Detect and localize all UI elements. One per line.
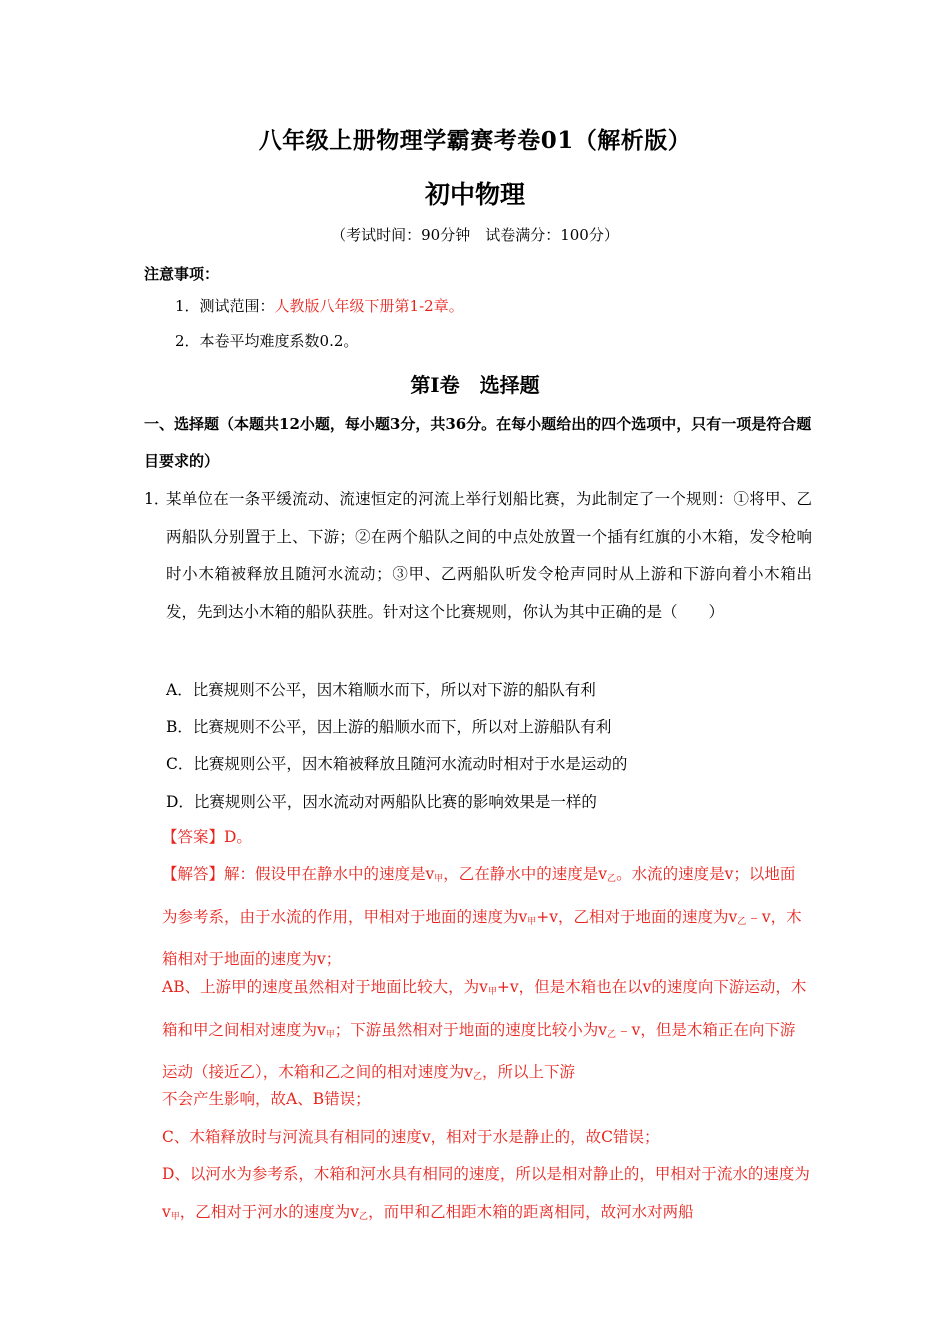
analysis-intro: 【解答】解：假设甲在静水中的速度是$v_甲$，乙在静水中的速度是$v_乙$。水流的速度是v；以地面为参考系，由于水流的作用，甲相对于地面的速度为$v_甲+v$，乙相对于地面的速度为$v_乙﹣v$，木箱相对于地面的速度为v；	[162, 865, 802, 968]
option-b: B．比赛规则不公平，因上游的船顺水而下，所以对上游船队有利	[166, 718, 612, 736]
analysis-ab-cont: 不会产生影响，故A、B错误；	[162, 1090, 371, 1108]
section-title: 第Ⅰ卷 选择题	[410, 373, 540, 397]
part-heading: 一、选择题（本题共12小题，每小题3分，共36分。在每小题给出的四个选项中，只有一项是符合题目要求的）	[144, 415, 812, 470]
exam-title: 八年级上册物理学霸赛考卷01（解析版）	[258, 127, 692, 154]
option-c: C．比赛规则公平，因木箱被释放且随河水流动时相对于水是运动的	[166, 755, 628, 773]
question-text: 某单位在一条平缓流动、流速恒定的河流上举行划船比赛，为此制定了一个规则：①将甲、乙两船队分别置于上、下游；②在两个船队之间的中点处放置一个插有红旗的小木箱，发令枪响时小木箱被释放且随河水流动；③甲、乙两船队听发令枪声同时从上游和下游向着小木箱出发，先到达小木箱的船队获胜。针对这个比赛规则，你认为其中正确的是（ ）	[166, 490, 812, 621]
note-1-scope: 人教版八年级下册第1-2章。	[274, 297, 464, 315]
analysis-d: D、以河水为参考系，木箱和河水具有相同的速度，所以是相对静止的，甲相对于流水的速度为$v_甲$，乙相对于河水的速度为$v_乙$，而甲和乙相距木箱的距离相同，故河水对两船	[162, 1165, 810, 1222]
analysis-ab: AB、上游甲的速度虽然相对于地面比较大，为$v_甲+v$，但是木箱也在以v的速度向下游运动，木箱和甲之间相对速度为$v_甲$；下游虽然相对于地面的速度比较小为$v_乙﹣v$，但是木箱正在向下游运动（接近乙），木箱和乙之间的相对速度为$v_乙$，所以上下游	[162, 978, 807, 1082]
question-number: 1．	[144, 490, 170, 508]
note-1	[175, 295, 464, 316]
question-1	[144, 481, 812, 631]
analysis-c: C、木箱释放时与河流具有相同的速度v，相对于水是静止的，故C错误；	[162, 1128, 660, 1146]
option-d: D．比赛规则公平，因水流动对两船队比赛的影响效果是一样的	[166, 793, 597, 811]
note-2: 2．本卷平均难度系数0.2。	[175, 332, 359, 350]
answer: 【答案】D。	[162, 828, 252, 846]
option-a: A．比赛规则不公平，因木箱顺水而下，所以对下游的船队有利	[166, 681, 596, 699]
exam-subtitle: 初中物理	[424, 180, 525, 209]
exam-meta: （考试时间：90分钟 试卷满分：100分）	[331, 226, 619, 244]
note-1-prefix: 1．测试范围：	[175, 297, 275, 315]
notes-heading: 注意事项：	[144, 265, 220, 283]
